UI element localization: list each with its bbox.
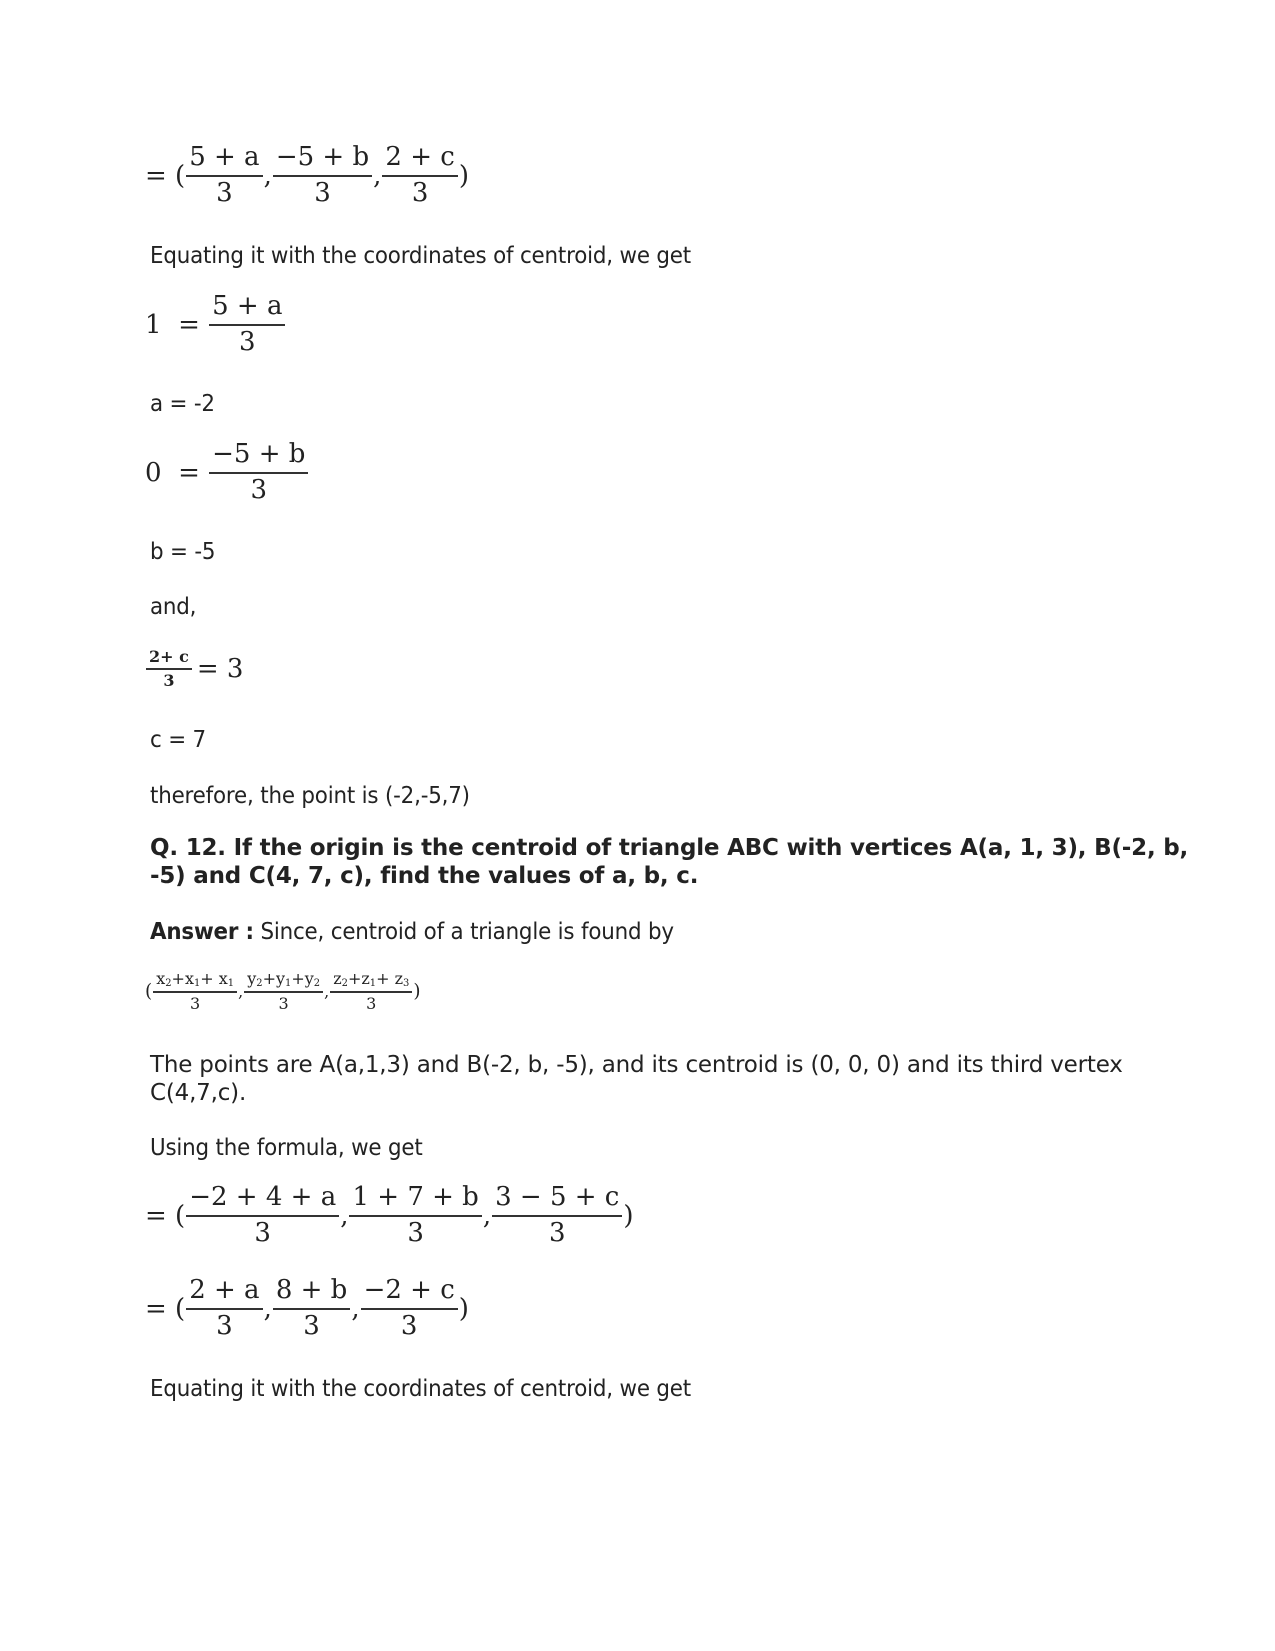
fraction — [209, 292, 285, 358]
math-close: ) — [458, 160, 469, 191]
fraction — [382, 143, 457, 209]
equating-text: Equating it with the coordinates of centroid, we get — [150, 243, 691, 269]
numerator: 3 − 5 + c — [492, 1183, 622, 1217]
numerator: −2 + c — [361, 1276, 458, 1310]
centroid-formula: ( $\frac{x_2+x_1+ x_1}{3}$ , $\frac{y_2+y_1+y_2}{3}$ , $\frac{z_2+z_1+ z_3}{3}$ ) — [145, 969, 421, 1014]
math-close: ) — [623, 1200, 634, 1231]
numerator: 1 + 7 + b — [349, 1183, 481, 1217]
fraction — [273, 1276, 351, 1342]
fraction: $\frac{y_2+y_1+y_2}{3}$ — [244, 970, 323, 1014]
using-formula-text: Using the formula, we get — [150, 1135, 423, 1161]
simplified-expression: = ( $\frac{2 + a}{3}$ , $\frac{8 + b}{3}$ , $\frac{-2 + c}{3}$ ) — [145, 1275, 469, 1341]
sum-expression: = ( $\frac{-2 + 4 + a}{3}$ , $\frac{1 + 7 + b}{3}$ , $\frac{3 - 5 + c}{3}$ ) — [145, 1182, 634, 1248]
numerator: 2+ c — [146, 648, 192, 670]
math-lead: = ( — [145, 1293, 186, 1324]
equating-text-2: Equating it with the coordinates of centroid, we get — [150, 1376, 691, 1402]
denominator: 3 — [314, 177, 331, 208]
denominator: 3 — [239, 326, 256, 357]
denominator: 3 — [278, 994, 289, 1014]
fraction: $\frac{x_2+x_1+ x_1}{3}$ — [153, 970, 237, 1014]
fraction — [186, 1276, 262, 1342]
denominator: 3 — [411, 177, 429, 208]
denominator: 3 — [216, 177, 233, 208]
fraction — [186, 143, 262, 209]
fraction — [186, 1183, 339, 1249]
denominator: 3 — [250, 474, 268, 505]
answer-line — [150, 918, 674, 946]
and-text: and, — [150, 594, 197, 620]
math-lead: = ( — [145, 1200, 186, 1231]
fraction — [349, 1183, 481, 1249]
denominator: 3 — [407, 1217, 424, 1248]
numerator: 2 + a — [186, 1276, 262, 1310]
math-close: ) — [458, 1293, 469, 1324]
numerator: −5 + b — [209, 440, 308, 474]
fraction — [209, 440, 308, 506]
equation-rhs: = 3 — [196, 654, 244, 685]
math-close: ) — [413, 981, 421, 1003]
equation-c — [145, 648, 243, 691]
centroid-expression: = ( $\frac{5 + a}{3}$ , $\frac{-5 + b}{3}$ , $\frac{2 + c}{3}$ ) — [145, 142, 469, 208]
fraction — [492, 1183, 622, 1249]
math-lead: = ( — [145, 160, 186, 191]
numerator: 2 + c — [382, 143, 457, 177]
denominator: 3 — [400, 1310, 418, 1341]
denominator: 3 — [366, 994, 377, 1014]
answer-text: Since, centroid of a triangle is found by — [253, 919, 674, 945]
numerator: 8 + b — [273, 1276, 351, 1310]
b-value: b = -5 — [150, 539, 216, 565]
math-open: ( — [145, 981, 153, 1003]
denominator: 3 — [548, 1217, 566, 1248]
therefore-text: therefore, the point is (-2,-5,7) — [150, 783, 470, 809]
denominator: 3 — [163, 671, 175, 691]
fraction: $\frac{z_2+z_1+ z_3}{3}$ — [330, 970, 412, 1014]
equation-lhs: 0 = — [145, 457, 200, 488]
numerator: 5 + a — [186, 143, 262, 177]
numerator: −2 + 4 + a — [186, 1183, 339, 1217]
a-value: a = -2 — [150, 391, 215, 417]
points-text: The points are A(a,1,3) and B(-2, b, -5), and its centroid is (0, 0, 0) and its third vertex C(4,7,c). — [150, 1052, 1123, 1106]
denominator: 3 — [303, 1310, 320, 1341]
equation-a — [145, 292, 286, 358]
fraction — [273, 143, 372, 209]
denominator: 3 — [254, 1217, 271, 1248]
denominator: 3 — [216, 1310, 233, 1341]
equation-lhs: 1 = — [145, 309, 200, 340]
numerator: −5 + b — [273, 143, 372, 177]
numerator: 5 + a — [209, 292, 285, 326]
c-value: c = 7 — [150, 727, 206, 753]
fraction — [146, 648, 192, 691]
equation-b — [145, 440, 309, 506]
denominator: 3 — [190, 994, 201, 1014]
question-12: Q. 12. If the origin is the centroid of triangle ABC with vertices A(a, 1, 3), B(-2, b, -5) and C(4, 7, c), find the values of a, b, c. — [150, 835, 1189, 889]
fraction — [361, 1276, 458, 1342]
answer-label: Answer : — [150, 919, 254, 945]
